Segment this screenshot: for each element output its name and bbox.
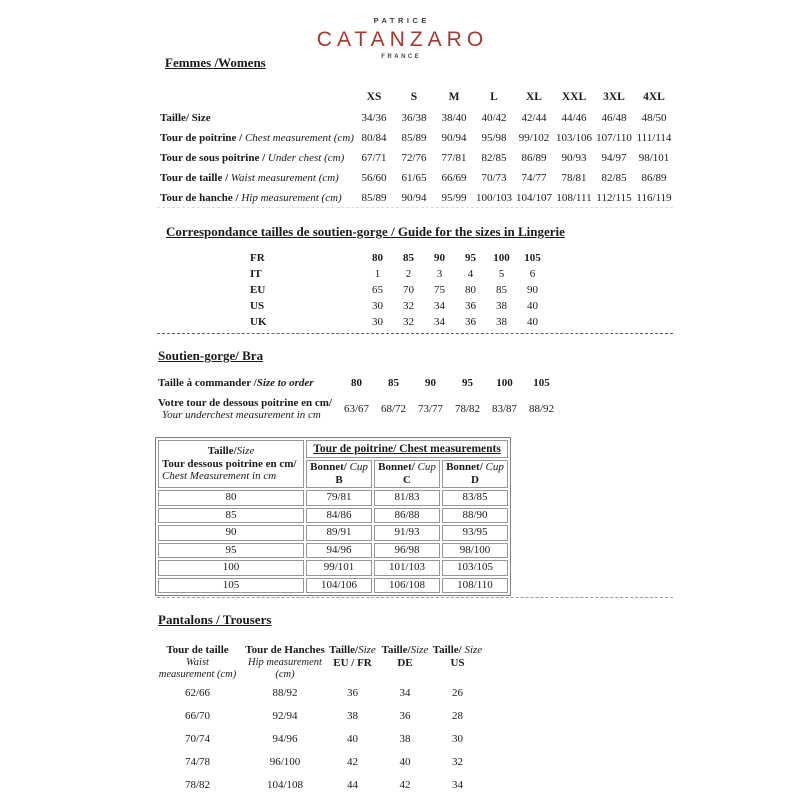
size-column-header: 3XL	[603, 91, 625, 103]
lingerie-size-value: 1	[374, 268, 381, 280]
cup-data-row	[158, 508, 508, 524]
measurement-value: 77/81	[441, 152, 467, 164]
cup-measurement-value: 98/100	[442, 543, 508, 559]
bra-underchest-label-fr: Votre tour de dessous poitrine en cm/	[158, 397, 332, 409]
trousers-data-row	[150, 774, 485, 797]
lingerie-size-value: 80	[372, 252, 383, 264]
cup-row-size: 100	[158, 560, 304, 576]
measurement-label-fr: Tour de sous poitrine /	[160, 152, 268, 164]
cup-corner-title	[162, 445, 300, 458]
trousers-value: 42	[399, 779, 411, 791]
bra-underchest-value: 88/92	[528, 403, 555, 415]
trousers-value: 44	[347, 779, 358, 791]
trousers-value: 28	[452, 710, 463, 722]
trousers-data-row	[150, 751, 485, 774]
size-column-header: L	[490, 91, 498, 103]
cup-row-size: 105	[158, 578, 304, 594]
measurement-label-en: Hip measurement (cm)	[241, 192, 342, 204]
cup-measurement-value: 94/96	[306, 543, 372, 559]
region-label-cell	[250, 298, 362, 314]
trousers-header-size-word: Size	[358, 644, 376, 656]
cup-measurement-value: 99/101	[306, 560, 372, 576]
bra-order-size: 85	[388, 377, 399, 389]
lingerie-size-value: 34	[434, 300, 445, 312]
cup-corner-title-en: Size	[236, 445, 255, 458]
trousers-value: 88/92	[272, 687, 298, 699]
measurement-value: 74/77	[521, 172, 547, 184]
measurement-value: 78/81	[561, 172, 587, 184]
measurement-value: 72/76	[401, 152, 427, 164]
cup-label-fr: Bonnet/	[446, 461, 483, 473]
trousers-header-fr: Tour de taille	[166, 644, 229, 656]
bra-underchest-value: 68/72	[380, 403, 407, 415]
womens-size-table	[160, 86, 674, 208]
cup-label-en: Cup	[482, 461, 504, 473]
measurement-value: 80/84	[361, 132, 387, 144]
size-column-header: M	[448, 91, 460, 103]
size-column-header: XL	[526, 91, 542, 103]
cup-letter: B	[335, 474, 343, 486]
measurement-value: 34/36	[361, 112, 387, 124]
lingerie-size-value: 38	[496, 316, 507, 328]
measurement-value: 40/42	[481, 112, 507, 124]
bra-underchest-value: 63/67	[343, 403, 370, 415]
trousers-data-row	[150, 682, 485, 705]
lingerie-size-value: 30	[372, 300, 383, 312]
bra-order-label-en: Size to order	[256, 377, 314, 389]
trousers-column-header	[245, 644, 325, 682]
bra-order-size: 105	[533, 377, 550, 389]
trousers-header-line1	[380, 644, 430, 657]
measurement-row-label	[160, 148, 354, 168]
lingerie-region-row	[250, 250, 548, 266]
lingerie-size-value: 4	[467, 268, 474, 280]
measurement-value: 42/44	[521, 112, 547, 124]
bra-underchest-label-en: Your underchest measurement in cm	[162, 409, 321, 421]
lingerie-size-value: 95	[465, 252, 476, 264]
measurement-label-fr: Taille/ Size	[160, 112, 211, 124]
cup-data-row	[158, 560, 508, 576]
measurement-value: 67/71	[361, 152, 387, 164]
measurement-value: 86/89	[641, 172, 667, 184]
lingerie-size-value: 38	[496, 300, 507, 312]
cup-measurement-value: 84/86	[306, 508, 372, 524]
lingerie-size-value: 6	[529, 268, 536, 280]
measurement-value: 104/107	[515, 192, 553, 204]
trousers-header-size-word: Size	[410, 644, 429, 656]
lingerie-size-value: 3	[436, 268, 443, 280]
lingerie-size-value: 100	[493, 252, 510, 264]
cup-table-header-row	[158, 440, 508, 458]
measurement-row-label	[160, 188, 354, 208]
trousers-value: 38	[399, 733, 411, 745]
region-label: IT	[250, 268, 262, 280]
trousers-header-en: Hip measurement	[248, 656, 322, 668]
lingerie-size-value: 36	[465, 316, 476, 328]
lingerie-size-value: 40	[527, 316, 538, 328]
measurement-value: 99/102	[518, 132, 550, 144]
cup-span-header-cell	[306, 440, 508, 458]
lingerie-size-value: 34	[434, 316, 445, 328]
measurement-value: 82/85	[601, 172, 627, 184]
cup-measurement-value: 103/105	[442, 560, 508, 576]
cup-table-corner-cell	[158, 440, 304, 488]
measurement-value: 56/60	[361, 172, 387, 184]
cup-label-fr: Bonnet/	[310, 461, 347, 473]
trousers-value: 104/108	[266, 779, 304, 791]
size-column-header: 4XL	[643, 91, 665, 103]
region-label-cell	[250, 282, 362, 298]
measurement-row	[160, 108, 674, 128]
measurement-value: 70/73	[481, 172, 507, 184]
measurement-value: 94/97	[601, 152, 627, 164]
bra-heading: Soutien-gorge/ Bra	[158, 348, 264, 363]
measurement-value: 95/98	[481, 132, 507, 144]
trousers-value: 74/78	[184, 756, 211, 768]
size-header-spacer	[160, 86, 354, 108]
trousers-value: 70/74	[184, 733, 211, 745]
measurement-row	[160, 188, 674, 208]
region-label-cell	[250, 314, 362, 330]
trousers-header-line1	[325, 644, 380, 657]
cup-header-label	[307, 461, 371, 474]
lingerie-size-value: 70	[403, 284, 414, 296]
bra-order-size: 95	[462, 377, 473, 389]
trousers-column-header	[430, 644, 485, 682]
lingerie-size-value: 105	[524, 252, 541, 264]
trousers-value: 36	[399, 710, 411, 722]
cup-measurement-value: 79/81	[306, 490, 372, 506]
measurement-value: 108/111	[556, 192, 592, 204]
trousers-header-region: US	[450, 656, 465, 669]
measurement-row-label	[160, 108, 354, 128]
trousers-header-size-word: Size	[464, 644, 483, 656]
cup-column-header	[442, 460, 508, 488]
section-separator	[157, 207, 673, 208]
bra-underchest-value: 78/82	[454, 403, 481, 415]
cup-measurement-value: 93/95	[442, 525, 508, 541]
trousers-value: 32	[452, 756, 463, 768]
trousers-value: 26	[452, 687, 463, 699]
brand-country: FRANCE	[381, 54, 422, 60]
cup-header-label	[375, 461, 439, 474]
trousers-value: 38	[347, 710, 358, 722]
trousers-value: 30	[452, 733, 463, 745]
lingerie-size-value: 85	[403, 252, 414, 264]
measurement-value: 85/89	[361, 192, 387, 204]
cup-column-header	[306, 460, 372, 488]
lingerie-size-value: 5	[498, 268, 505, 280]
size-header-row	[160, 86, 674, 108]
lingerie-size-value: 65	[372, 284, 383, 296]
trousers-header-fr: Taille/	[432, 644, 465, 656]
cup-measurement-value: 83/85	[442, 490, 508, 506]
lingerie-region-row	[250, 314, 548, 330]
lingerie-size-value: 30	[372, 316, 383, 328]
trousers-header-fr: Tour de Hanches	[245, 644, 325, 656]
trousers-value: 34	[452, 779, 463, 791]
measurement-row	[160, 148, 674, 168]
brand-last-name: CATANZARO	[316, 28, 489, 51]
cup-label-en: Cup	[414, 461, 436, 473]
bra-underchest-label	[158, 392, 338, 426]
brand-first-name: PATRICE	[373, 16, 430, 25]
region-label: US	[250, 300, 265, 312]
bra-cup-table	[155, 437, 511, 596]
measurement-value: 103/106	[555, 132, 593, 144]
trousers-header-line1	[430, 644, 485, 657]
bra-underchest-value: 73/77	[417, 403, 444, 415]
womens-heading: Femmes /Womens	[165, 55, 266, 70]
cup-letter: C	[403, 474, 411, 486]
trousers-header-region: EU / FR	[333, 656, 372, 669]
size-column-header: XS	[366, 91, 382, 103]
lingerie-region-row	[250, 282, 548, 298]
measurement-row-label	[160, 168, 354, 188]
cup-measurement-value: 101/103	[374, 560, 440, 576]
trousers-header-en: Waist	[186, 656, 209, 668]
cup-measurement-value: 96/98	[374, 543, 440, 559]
cup-measurement-value: 108/110	[442, 578, 508, 594]
measurement-value: 86/89	[521, 152, 547, 164]
size-column-header: S	[410, 91, 418, 103]
trousers-header-fr: Taille/	[329, 644, 359, 656]
trousers-value: 96/100	[269, 756, 301, 768]
measurement-label-fr: Tour de hanche /	[160, 192, 242, 204]
measurement-value: 107/110	[596, 132, 632, 144]
measurement-value: 111/114	[636, 132, 672, 144]
measurement-value: 44/46	[561, 112, 587, 124]
cup-measurement-value: 81/83	[374, 490, 440, 506]
trousers-value: 42	[347, 756, 358, 768]
lingerie-size-value: 32	[403, 316, 414, 328]
lingerie-guide-heading: Correspondance tailles de soutien-gorge / Guide for the sizes in Lingerie	[166, 224, 565, 239]
cup-row-size: 85	[158, 508, 304, 524]
section-separator	[157, 333, 673, 334]
bra-order-size: 80	[351, 377, 362, 389]
cup-measurement-value: 106/108	[374, 578, 440, 594]
trousers-header-line1	[150, 644, 245, 657]
trousers-column-header	[380, 644, 430, 682]
measurement-value: 38/40	[441, 112, 467, 124]
lingerie-size-value: 85	[496, 284, 507, 296]
region-label: UK	[250, 316, 267, 328]
measurement-value: 98/101	[638, 152, 670, 164]
cup-measurement-value: 88/90	[442, 508, 508, 524]
cup-column-header	[374, 460, 440, 488]
trousers-column-header	[150, 644, 245, 682]
measurement-row-label	[160, 128, 354, 148]
cup-measurement-value: 104/106	[306, 578, 372, 594]
trousers-data-row	[150, 705, 485, 728]
bra-order-label	[158, 374, 338, 392]
lingerie-size-value: 40	[527, 300, 538, 312]
trousers-value: 66/70	[184, 710, 211, 722]
cup-letter: D	[471, 474, 479, 486]
cup-data-row	[158, 525, 508, 541]
trousers-value: 62/66	[184, 687, 211, 699]
region-label: EU	[250, 284, 266, 296]
trousers-value: 40	[347, 733, 358, 745]
measurement-value: 100/103	[475, 192, 513, 204]
section-separator	[157, 597, 673, 598]
trousers-header-region: DE	[397, 656, 413, 669]
cup-corner-line3: Chest Measurement in cm	[162, 470, 277, 483]
trousers-header-row	[150, 644, 485, 682]
measurement-row	[160, 128, 674, 148]
lingerie-size-value: 90	[434, 252, 445, 264]
bra-order-row	[158, 374, 560, 392]
measurement-value: 36/38	[401, 112, 427, 124]
cup-data-row	[158, 578, 508, 594]
measurement-value: 85/89	[401, 132, 427, 144]
cup-header-label	[443, 461, 507, 474]
trousers-value: 78/82	[184, 779, 211, 791]
trousers-column-header	[325, 644, 380, 682]
trousers-header-en2: (cm)	[275, 669, 295, 680]
trousers-data-row	[150, 728, 485, 751]
lingerie-region-row	[250, 266, 548, 282]
region-label-cell	[250, 266, 362, 282]
measurement-value: 46/48	[601, 112, 627, 124]
measurement-label-en: Under chest (cm)	[267, 152, 345, 164]
lingerie-size-value: 75	[434, 284, 445, 296]
bra-underchest-value: 83/87	[491, 403, 518, 415]
cup-corner-title-fr: Taille/	[207, 445, 237, 458]
brand-logo	[0, 16, 800, 60]
cup-data-row	[158, 543, 508, 559]
size-column-header: XXL	[561, 91, 587, 103]
trousers-heading: Pantalons / Trousers	[158, 612, 272, 627]
trousers-header-en2: measurement (cm)	[158, 669, 237, 680]
measurement-value: 82/85	[481, 152, 507, 164]
trousers-table	[150, 644, 485, 797]
cup-measurement-value: 86/88	[374, 508, 440, 524]
measurement-value: 90/94	[401, 192, 427, 204]
region-label: FR	[250, 252, 265, 264]
measurement-label-fr: Tour de taille /	[160, 172, 231, 184]
cup-row-size: 80	[158, 490, 304, 506]
measurement-label-en: Waist measurement (cm)	[230, 172, 339, 184]
cup-row-size: 95	[158, 543, 304, 559]
region-label-cell	[250, 250, 362, 266]
lingerie-size-value: 36	[465, 300, 476, 312]
cup-corner-line2: Tour dessous poitrine en cm/	[162, 457, 297, 470]
measurement-label-fr: Tour de poitrine /	[160, 132, 245, 144]
trousers-value: 94/96	[272, 733, 298, 745]
lingerie-size-value: 32	[403, 300, 414, 312]
cup-measurement-value: 89/91	[306, 525, 372, 541]
cup-span-header: Tour de poitrine/ Chest measurements	[313, 443, 501, 455]
bra-order-size: 100	[496, 377, 513, 389]
measurement-value: 95/99	[441, 192, 467, 204]
lingerie-region-row	[250, 298, 548, 314]
lingerie-correspondence-table	[250, 250, 548, 330]
measurement-row	[160, 168, 674, 188]
trousers-value: 36	[347, 687, 358, 699]
trousers-value: 40	[399, 756, 411, 768]
measurement-value: 90/94	[441, 132, 467, 144]
trousers-value: 92/94	[272, 710, 298, 722]
cup-data-row	[158, 490, 508, 506]
lingerie-size-value: 2	[405, 268, 412, 280]
bra-order-table	[158, 374, 560, 426]
trousers-value: 34	[399, 687, 411, 699]
measurement-label-en: Chest measurement (cm)	[244, 132, 354, 144]
trousers-header-line1	[245, 644, 325, 657]
cup-label-en: Cup	[346, 461, 368, 473]
cup-row-size: 90	[158, 525, 304, 541]
measurement-value: 112/115	[596, 192, 632, 204]
cup-label-fr: Bonnet/	[378, 461, 415, 473]
measurement-value: 48/50	[641, 112, 667, 124]
measurement-value: 116/119	[636, 192, 672, 204]
lingerie-size-value: 90	[527, 284, 538, 296]
measurement-value: 90/93	[561, 152, 587, 164]
trousers-header-fr: Taille/	[381, 644, 411, 656]
cup-measurement-value: 91/93	[374, 525, 440, 541]
bra-order-size: 90	[425, 377, 436, 389]
bra-underchest-row	[158, 392, 560, 426]
lingerie-size-value: 80	[465, 284, 476, 296]
bra-order-label-fr: Taille à commander /	[158, 377, 257, 389]
measurement-value: 66/69	[441, 172, 467, 184]
measurement-value: 61/65	[401, 172, 427, 184]
